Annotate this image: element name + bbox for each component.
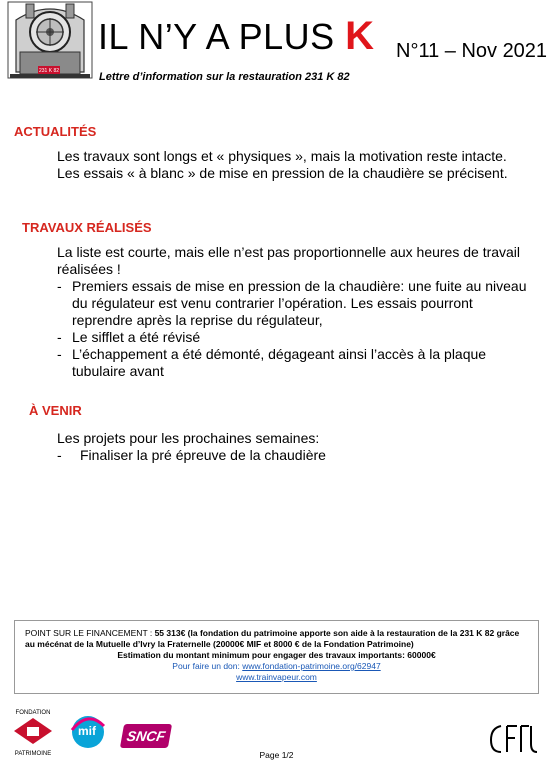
- mif-text: mif: [78, 724, 96, 738]
- section-title-travaux: TRAVAUX RÉALISÉS: [22, 220, 152, 235]
- newsletter-subtitle: Lettre d’information sur la restauration 231 K 82: [99, 71, 350, 83]
- mif-logo: [66, 712, 110, 750]
- list-item: - Le sifflet a été révisé: [57, 329, 527, 346]
- donate-line: [25, 661, 528, 672]
- avenir-intro: Les projets pour les prochaines semaines:: [57, 430, 320, 446]
- travaux-list: [57, 278, 527, 380]
- list-item: - Finaliser la pré épreuve de la chaudière: [57, 447, 527, 464]
- site-link[interactable]: www.trainvapeur.com: [236, 672, 317, 682]
- issue-number: N°11 – Nov 2021: [396, 40, 548, 62]
- sncf-logo: [120, 724, 172, 748]
- fondation-bottom-text: PATRIMOINE: [14, 751, 52, 757]
- site-line: [25, 672, 528, 683]
- section-title-avenir: À VENIR: [29, 403, 82, 418]
- locomotive-logo: [6, 0, 94, 80]
- funding-amount: 55 313€: [154, 628, 186, 638]
- funding-box: [14, 620, 539, 694]
- funding-label: POINT SUR LE FINANCEMENT :: [25, 628, 155, 638]
- sncf-text: SNCF: [125, 728, 167, 744]
- title-k: K: [345, 14, 375, 58]
- avenir-list: [57, 447, 527, 464]
- avenir-block: [57, 430, 527, 464]
- title-main: IL N’Y A PLUS: [98, 16, 346, 57]
- fondation-emblem: [8, 716, 58, 746]
- travaux-intro: La liste est courte, mais elle n’est pas proportionnelle aux heures de travail réalisées !: [57, 244, 521, 277]
- page-number: Page 1/2: [259, 750, 294, 760]
- fondation-top-text: FONDATION: [15, 710, 51, 716]
- newsletter-title: [98, 16, 375, 57]
- funding-summary: [25, 628, 528, 650]
- list-item: - Premiers essais de mise en pression de la chaudière: une fuite au niveau du régulateur est venu contrarier l’opération. Les essais pourront reprendre après la reprise du régulateur,: [57, 278, 527, 329]
- actualites-text: Les travaux sont longs et « physiques », mais la motivation reste intacte. Les essais « à blanc » de mise en pression de la chaudière se précisent.: [57, 148, 508, 181]
- funding-details: (la fondation du patrimoine apporte son aide à la restauration de la 231 K 82 grâce au mécénat de la Mutuelle d’Ivry la Fraternelle (20000€ MIF et 8000 € de la Fondation Patrimoine): [25, 628, 520, 649]
- travaux-block: [57, 244, 527, 380]
- plate-text: 231 K 82: [38, 68, 60, 74]
- list-item: - L’échappement a été démonté, dégageant ainsi l’accès à la plaque tubulaire avant: [57, 346, 527, 380]
- donate-link[interactable]: www.fondation-patrimoine.org/62947: [242, 661, 381, 671]
- section-title-actualites: ACTUALITÉS: [14, 124, 97, 139]
- donate-label: Pour faire un don:: [172, 661, 243, 671]
- funding-minimum: Estimation du montant minimum pour engager des travaux importants: 60000€: [117, 650, 436, 660]
